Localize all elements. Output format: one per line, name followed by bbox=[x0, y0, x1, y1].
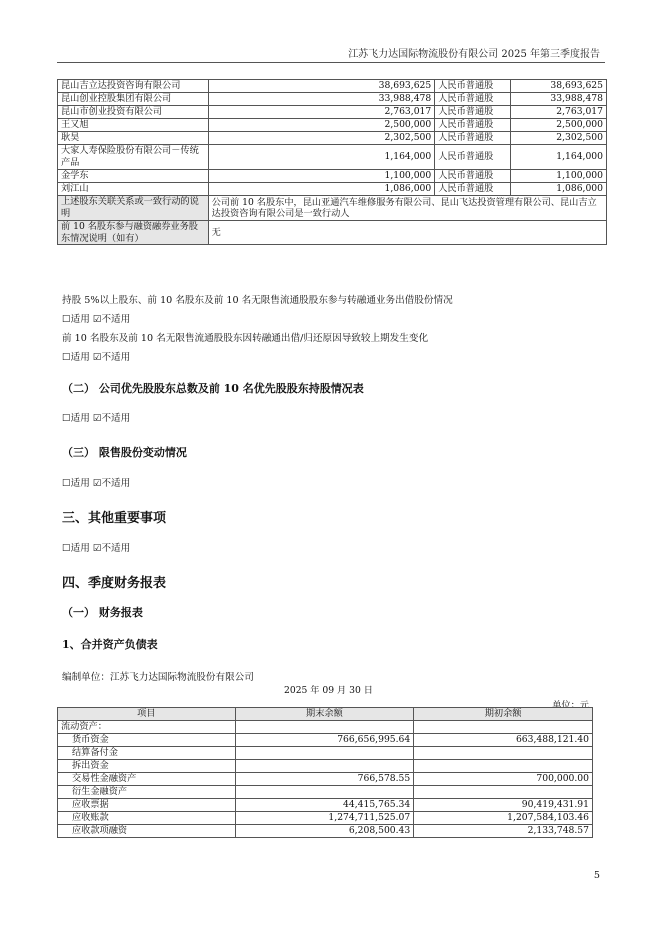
checkbox-line: ☐适用 ☑不适用 bbox=[62, 352, 131, 363]
margin-label: 前 10 名股东参与融资融券业务股东情况说明（如有） bbox=[58, 221, 209, 245]
section-balance-sheet: 1、合并资产负债表 bbox=[62, 638, 158, 651]
balance-row bbox=[58, 760, 593, 773]
checkbox-line: ☐适用 ☑不适用 bbox=[62, 314, 131, 325]
shareholder-row bbox=[58, 183, 607, 196]
section-restricted: （三） 限售股份变动情况 bbox=[62, 446, 187, 459]
heading-other-matters: 三、其他重要事项 bbox=[62, 511, 167, 526]
balance-row bbox=[58, 721, 593, 734]
balance-begin bbox=[414, 721, 593, 734]
balance-row bbox=[58, 812, 593, 825]
balance-sheet-table bbox=[57, 707, 593, 838]
paragraph-change: 前 10 名股东及前 10 名无限售流通股股东因转融通出借/归还原因导致较上期发生变化 bbox=[62, 333, 429, 344]
checkbox-line: ☐适用 ☑不适用 bbox=[62, 413, 131, 424]
balance-begin: 700,000.00 bbox=[414, 773, 593, 786]
balance-end: 6,208,500.43 bbox=[235, 825, 414, 838]
balance-end: 766,656,995.64 bbox=[235, 734, 414, 747]
share-type: 人民币普通股 bbox=[435, 93, 511, 106]
shareholder-name: 耿昊 bbox=[58, 132, 209, 145]
share-count: 2,763,017 bbox=[511, 106, 607, 119]
section-financial-statements: （一） 财务报表 bbox=[62, 606, 143, 619]
balance-item: 拆出资金 bbox=[58, 760, 236, 773]
share-count: 33,988,478 bbox=[511, 93, 607, 106]
shareholder-table bbox=[57, 79, 607, 245]
balance-item: 流动资产： bbox=[58, 721, 236, 734]
shareholder-row bbox=[58, 80, 607, 93]
share-type: 人民币普通股 bbox=[435, 132, 511, 145]
shareholder-name: 昆山创业控股集团有限公司 bbox=[58, 93, 209, 106]
shareholder-name: 昆山市创业投资有限公司 bbox=[58, 106, 209, 119]
shareholder-shares: 33,988,478 bbox=[208, 93, 435, 106]
shareholder-row bbox=[58, 170, 607, 183]
share-type: 人民币普通股 bbox=[435, 80, 511, 93]
shareholder-name: 刘江山 bbox=[58, 183, 209, 196]
shareholder-name: 金学东 bbox=[58, 170, 209, 183]
balance-begin bbox=[414, 760, 593, 773]
balance-row bbox=[58, 747, 593, 760]
shareholder-row bbox=[58, 106, 607, 119]
shareholder-name: 大家人寿保险股份有限公司－传统产品 bbox=[58, 145, 209, 170]
share-type: 人民币普通股 bbox=[435, 119, 511, 132]
balance-begin: 1,207,584,103.46 bbox=[414, 812, 593, 825]
balance-item: 衍生金融资产 bbox=[58, 786, 236, 799]
share-type: 人民币普通股 bbox=[435, 170, 511, 183]
balance-end bbox=[235, 747, 414, 760]
shareholder-shares: 38,693,625 bbox=[208, 80, 435, 93]
unit-label: 单位：元 bbox=[552, 700, 589, 711]
balance-item: 结算备付金 bbox=[58, 747, 236, 760]
shareholder-name: 昆山吉立达投资咨询有限公司 bbox=[58, 80, 209, 93]
heading-financial-statements: 四、季度财务报表 bbox=[62, 576, 167, 591]
balance-row bbox=[58, 734, 593, 747]
balance-end: 766,578.55 bbox=[235, 773, 414, 786]
share-type: 人民币普通股 bbox=[435, 145, 511, 170]
unit-org: 编制单位：江苏飞力达国际物流股份有限公司 bbox=[62, 672, 254, 683]
shareholder-row bbox=[58, 119, 607, 132]
balance-end: 1,274,711,525.07 bbox=[235, 812, 414, 825]
balance-row bbox=[58, 825, 593, 838]
balance-end bbox=[235, 721, 414, 734]
shareholder-shares: 1,100,000 bbox=[208, 170, 435, 183]
share-count: 1,164,000 bbox=[511, 145, 607, 170]
paragraph-lending: 持股 5%以上股东、前 10 名股东及前 10 名无限售流通股股东参与转融通业务出借股份情况 bbox=[62, 295, 453, 306]
shareholder-shares: 1,164,000 bbox=[208, 145, 435, 170]
col-header-item: 项目 bbox=[58, 708, 236, 721]
col-header-end: 期末余额 bbox=[235, 708, 414, 721]
shareholder-shares: 2,763,017 bbox=[208, 106, 435, 119]
share-count: 38,693,625 bbox=[511, 80, 607, 93]
checkbox-line: ☐适用 ☑不适用 bbox=[62, 478, 131, 489]
relation-text: 公司前 10 名股东中，昆山亚通汽车维修服务有限公司、昆山飞达投资管理有限公司、昆山吉立达投资咨询有限公司是一致行动人 bbox=[208, 196, 606, 221]
balance-end bbox=[235, 786, 414, 799]
balance-end: 44,415,765.34 bbox=[235, 799, 414, 812]
balance-row bbox=[58, 786, 593, 799]
balance-item: 货币资金 bbox=[58, 734, 236, 747]
section-preferred: （二） 公司优先股股东总数及前 10 名优先股股东持股情况表 bbox=[62, 382, 364, 395]
balance-begin: 663,488,121.40 bbox=[414, 734, 593, 747]
balance-row bbox=[58, 773, 593, 786]
balance-begin: 2,133,748.57 bbox=[414, 825, 593, 838]
shareholder-row bbox=[58, 145, 607, 170]
share-count: 1,100,000 bbox=[511, 170, 607, 183]
balance-begin bbox=[414, 747, 593, 760]
report-date: 2025 年 09 月 30 日 bbox=[284, 685, 373, 696]
header-divider bbox=[57, 62, 605, 63]
balance-item: 应收账款 bbox=[58, 812, 236, 825]
report-header: 江苏飞力达国际物流股份有限公司 2025 年第三季度报告 bbox=[348, 49, 600, 60]
shareholder-row bbox=[58, 93, 607, 106]
checkbox-line: ☐适用 ☑不适用 bbox=[62, 543, 131, 554]
balance-item: 应收票据 bbox=[58, 799, 236, 812]
shareholder-shares: 2,302,500 bbox=[208, 132, 435, 145]
page-number: 5 bbox=[593, 870, 600, 881]
shareholder-row bbox=[58, 132, 607, 145]
margin-text: 无 bbox=[208, 221, 606, 245]
share-type: 人民币普通股 bbox=[435, 183, 511, 196]
share-count: 2,500,000 bbox=[511, 119, 607, 132]
balance-end bbox=[235, 760, 414, 773]
balance-begin: 90,419,431.91 bbox=[414, 799, 593, 812]
share-type: 人民币普通股 bbox=[435, 106, 511, 119]
balance-row bbox=[58, 799, 593, 812]
shareholder-shares: 1,086,000 bbox=[208, 183, 435, 196]
balance-begin bbox=[414, 786, 593, 799]
relation-label: 上述股东关联关系或一致行动的说明 bbox=[58, 196, 209, 221]
balance-item: 交易性金融资产 bbox=[58, 773, 236, 786]
shareholder-shares: 2,500,000 bbox=[208, 119, 435, 132]
share-count: 2,302,500 bbox=[511, 132, 607, 145]
balance-item: 应收款项融资 bbox=[58, 825, 236, 838]
shareholder-name: 王又旭 bbox=[58, 119, 209, 132]
col-header-begin: 期初余额 bbox=[414, 708, 593, 721]
share-count: 1,086,000 bbox=[511, 183, 607, 196]
